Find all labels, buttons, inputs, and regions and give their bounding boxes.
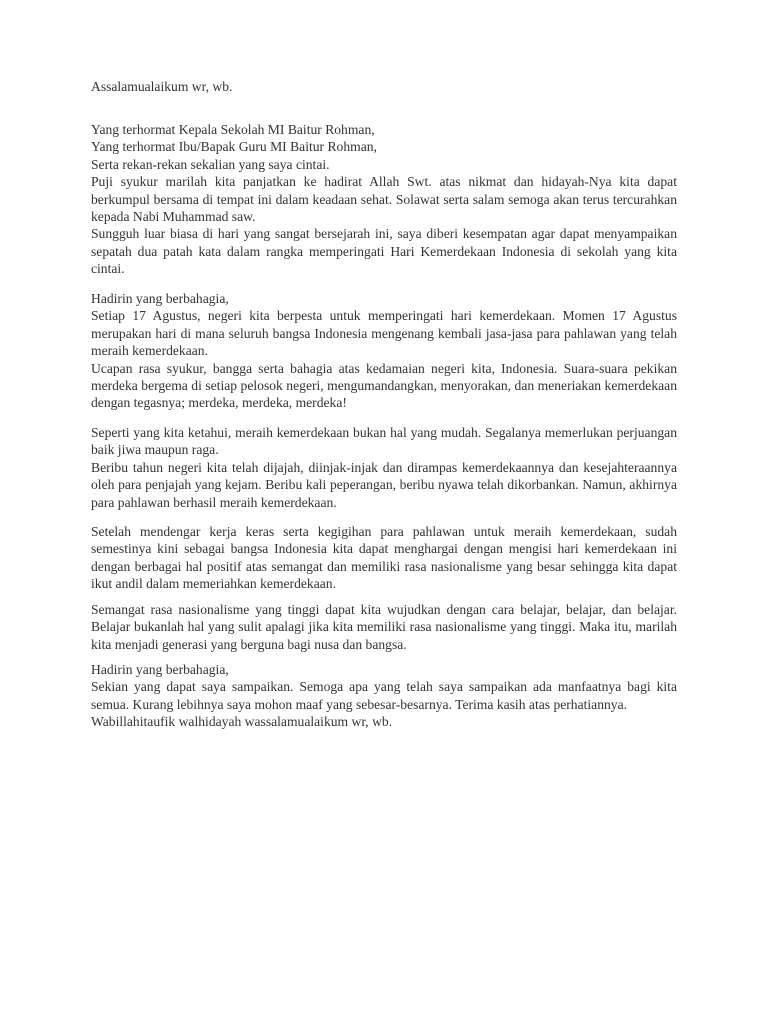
address-teachers: Yang terhormat Ibu/Bapak Guru MI Baitur Rohman,	[91, 139, 377, 155]
closing-block	[91, 661, 677, 731]
paragraph-celebration: Setiap 17 Agustus, negeri kita berpesta untuk memperingati hari kemerdekaan. Momen 17 Agustus merupakan hari di mana seluruh bangsa Indonesia mengenang kembali jasa-jasa para pahlawan yang telah meraih kemerdekaan.	[91, 308, 677, 359]
nationalism-block	[91, 601, 677, 653]
paragraph-struggle: Seperti yang kita ketahui, meraih kemerdekaan bukan hal yang mudah. Segalanya memerlukan perjuangan baik jiwa maupun raga.	[91, 425, 677, 458]
address-principal: Yang terhormat Kepala Sekolah MI Baitur Rohman,	[91, 122, 375, 137]
salutation-block	[91, 78, 677, 95]
opening-block	[91, 121, 677, 278]
farewell-text: Wabillahitaufik walhidayah wassalamualaikum wr, wb.	[91, 714, 393, 730]
celebration-block	[91, 290, 677, 412]
struggle-block	[91, 424, 677, 511]
salutation-text: Assalamualaikum wr, wb.	[91, 79, 233, 94]
greeting-audience-2: Hadirin yang berbahagia,	[91, 662, 229, 677]
address-friends: Serta rekan-rekan sekalian yang saya cintai.	[91, 156, 330, 172]
paragraph-colonized: Beribu tahun negeri kita telah dijajah, diinjak-injak dan dirampas kemerdekaannya dan kesejahteraannya oleh para penjajah yang kejam. Beribu kali peperangan, beribu nyawa telah dikorbankan. Namun, akhirnya para pahlawan berhasil meraih kemerdekaan.	[91, 459, 677, 510]
paragraph-nationalism: Semangat rasa nasionalisme yang tinggi dapat kita wujudkan dengan cara belajar, belajar, dan belajar. Belajar bukanlah hal yang sulit apalagi jika kita memiliki rasa nasionalisme yang tinggi. Maka itu, marilah kita menjadi generasi yang berguna bagi nusa dan bangsa.	[91, 602, 677, 652]
paragraph-opportunity: Sungguh luar biasa di hari yang sangat bersejarah ini, saya diberi kesempatan agar dapat menyampaikan sepatah dua patah kata dalam rangka memperingati Hari Kemerdekaan Indonesia di sekolah yang kita cintai.	[91, 226, 677, 277]
greeting-audience-1: Hadirin yang berbahagia,	[91, 291, 229, 306]
paragraph-closing: Sekian yang dapat saya sampaikan. Semoga apa yang telah saya sampaikan ada manfaatnya bagi kita semua. Kurang lebihnya saya mohon maaf yang sebesar-besarnya. Terima kasih atas perhatiannya.	[91, 679, 677, 712]
paragraph-gratitude: Puji syukur marilah kita panjatkan ke hadirat Allah Swt. atas nikmat dan hidayah-Nya kita dapat berkumpul bersama di tempat ini dalam keadaan sehat. Solawat serta salam semoga akan terus tercurahkan kepada Nabi Muhammad saw.	[91, 174, 677, 225]
paragraph-appreciate: Setelah mendengar kerja keras serta kegigihan para pahlawan untuk meraih kemerdekaan, sudah semestinya kini sebagai bangsa Indonesia kita dapat menghargai dengan mengisi hari kemerdekaan ini dengan berbagai hal positif atas semangat dan memiliki rasa nasionalisme yang besar sehingga kita dapat ikut andil dalam memeriahkan kemerdekaan.	[91, 524, 677, 592]
paragraph-thanks: Ucapan rasa syukur, bangga serta bahagia atas kedamaian negeri kita, Indonesia. Suara-suara pekikan merdeka bergema di setiap pelosok negeri, mengumandangkan, menyorakan, dan meneriakan kemerdekaan dengan tegasnya; merdeka, merdeka, merdeka!	[91, 360, 677, 411]
appreciation-block	[91, 523, 677, 593]
